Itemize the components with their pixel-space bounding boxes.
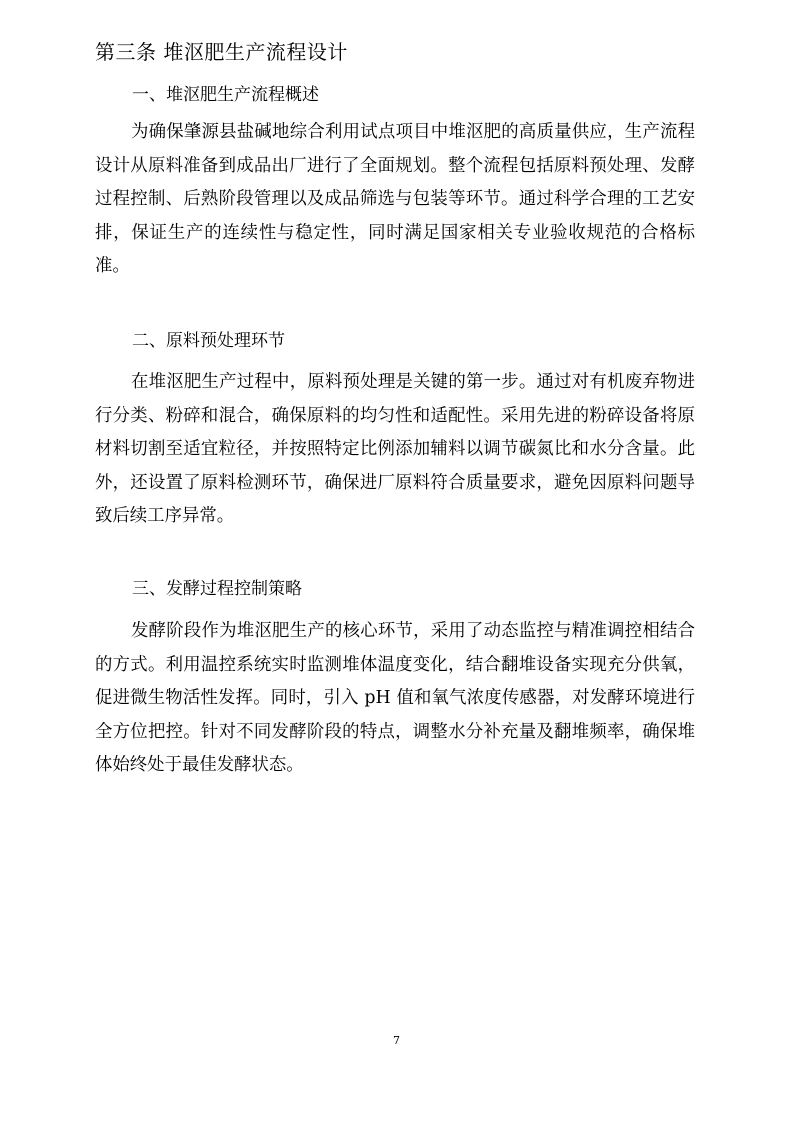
page-number: 7 [393, 1034, 400, 1047]
paragraph-overview: 为确保肇源县盐碱地综合利用试点项目中堆沤肥的高质量供应，生产流程设计从原料准备到成品出厂进行了全面规划。整个流程包括原料预处理、发酵过程控制、后熟阶段管理以及成品筛选与包装等环节。通过科学合理的工艺安排，保证生产的连续性与稳定性，同时满足国家相关专业验收规范的合格标准。 [95, 122, 695, 276]
section-heading-preprocessing: 二、原料预处理环节 [132, 331, 285, 351]
section-heading-fermentation: 三、发酵过程控制策略 [132, 579, 302, 599]
article-title: 第三条 堆沤肥生产流程设计 [95, 40, 348, 64]
section-heading-overview: 一、堆沤肥生产流程概述 [132, 85, 319, 105]
paragraph-preprocessing: 在堆沤肥生产过程中，原料预处理是关键的第一步。通过对有机废弃物进行分类、粉碎和混合，确保原料的均匀性和适配性。采用先进的粉碎设备将原材料切割至适宜粒径，并按照特定比例添加辅料以调节碳氮比和水分含量。此外，还设置了原料检测环节，确保进厂原料符合质量要求，避免因原料问题导致后续工序异常。 [95, 372, 695, 526]
paragraph-fermentation: 发酵阶段作为堆沤肥生产的核心环节，采用了动态监控与精准调控相结合的方式。利用温控系统实时监测堆体温度变化，结合翻堆设备实现充分供氧，促进微生物活性发挥。同时，引入 pH 值和氧气浓度传感器，对发酵环境进行全方位把控。针对不同发酵阶段的特点，调整水分补充量及翻堆频率，确保堆体始终处于最佳发酵状态。 [95, 621, 695, 775]
